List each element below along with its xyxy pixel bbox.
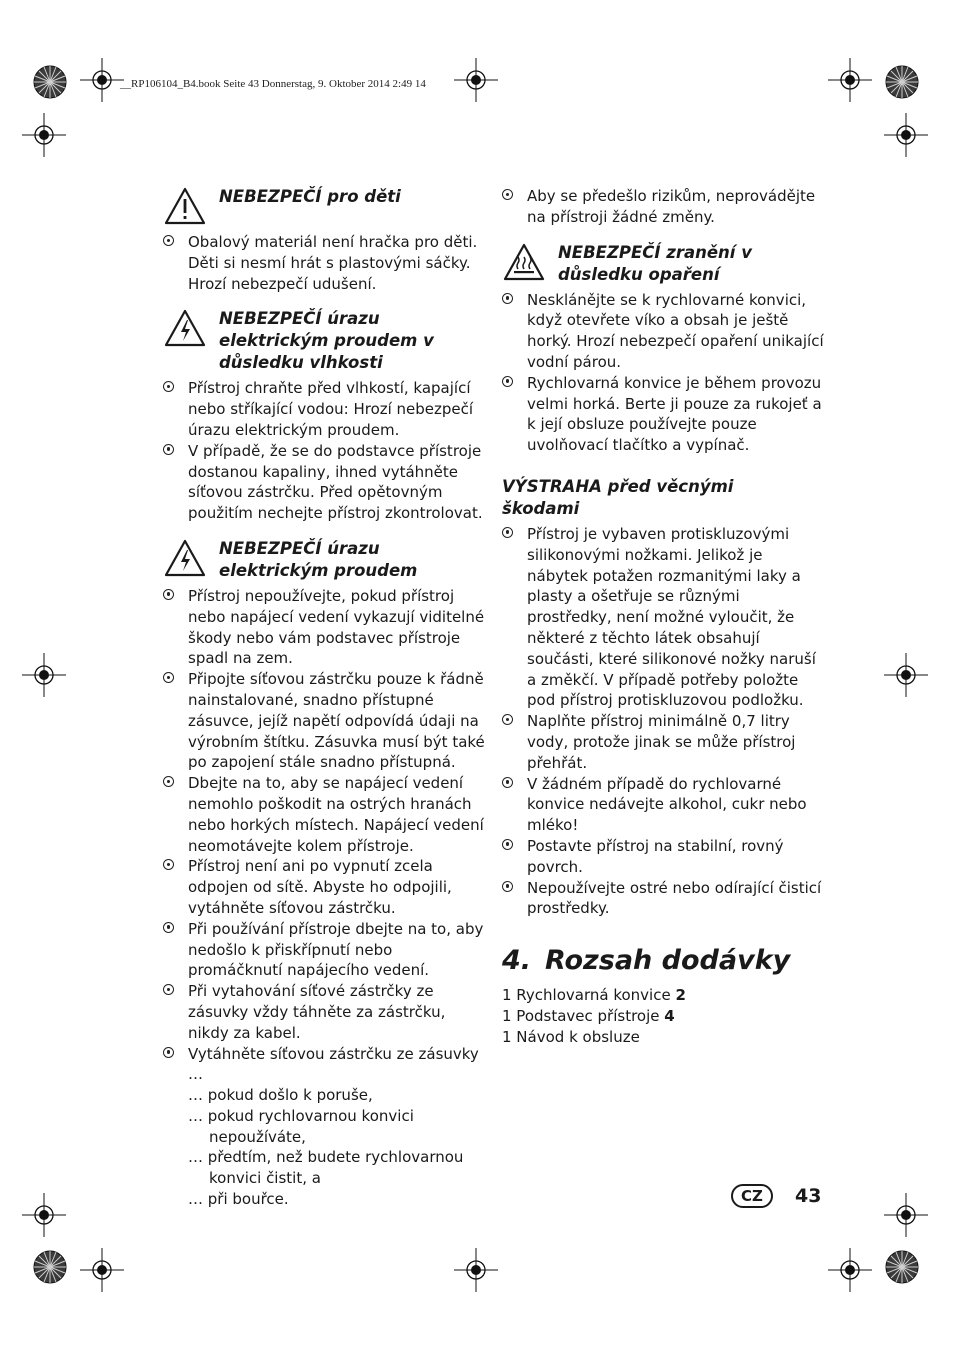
scope-line: 1 Návod k obsluze: [502, 1027, 640, 1046]
warning-title-line: NEBEZPEČÍ úrazu: [219, 309, 380, 329]
print-header: __RP106104_B4.book Seite 43 Donnerstag, 9. Oktober 2014 2:49 14: [120, 78, 426, 90]
circled-dot-icon: [163, 444, 174, 455]
page-footer: [731, 1184, 821, 1208]
list-item: Přístroj není ani po vypnutí zcela odpojen od sítě. Abyste ho odpojili, vytáhněte síťovou zástrčku.: [163, 856, 485, 918]
circled-dot-icon: [163, 859, 174, 870]
registration-mark-icon: [22, 1193, 66, 1237]
electric-shock-icon: [163, 308, 209, 350]
circled-dot-icon: [163, 381, 174, 392]
registration-mark-icon: [22, 653, 66, 697]
warning-title-line: důsledku vlhkosti: [219, 353, 383, 373]
sub-list-item: … při bouřce.: [188, 1190, 289, 1209]
list-item: Nesklánějte se k rychlovarné konvici, když otevřete víko a obsah je ještě horký. Hrozí nebezpečí opaření unikající vodní párou.: [502, 290, 824, 373]
circled-dot-icon: [163, 589, 174, 600]
language-badge: CZ: [731, 1184, 773, 1208]
circled-dot-icon: [502, 189, 513, 200]
warning-triangle-icon: [163, 186, 209, 228]
color-wheel-icon: [34, 1251, 66, 1283]
circled-dot-icon: [502, 839, 513, 850]
sub-list-item: … předtím, než budete rychlovarnou konvici čistit, a: [188, 1148, 464, 1188]
list-item: Přístroj je vybaven protiskluzovými silikonovými nožkami. Jelikož je nábytek potažen rozmanitými laky a plasty a ošetřuje se různými prostředky, není možné vyloučit, že některé z těchto látek obsahují součásti, které silikonové nožky naruší a změkčí. V případě potřeby položte pod přístroj protiskluzovou podložku.: [502, 524, 824, 711]
circled-dot-icon: [163, 776, 174, 787]
list-item: Dbejte na to, aby se napájecí vedení nemohlo poškodit na ostrých hranách nebo horkých místech. Napájecí vedení neomotávejte kolem přístroje.: [163, 773, 485, 856]
warning-electric: [163, 538, 485, 582]
list: [163, 232, 485, 294]
section-title: Rozsah dodávky: [545, 945, 791, 977]
circled-dot-icon: [502, 777, 513, 788]
warning-title: NEBEZPEČÍ pro děti: [219, 187, 401, 206]
circled-dot-icon: [502, 714, 513, 725]
registration-mark-icon: [884, 113, 928, 157]
list-item: Při používání přístroje dbejte na to, aby nedošlo k přiskřípnutí nebo promáčknutí napájecího vedení.: [163, 919, 485, 981]
list: [502, 290, 824, 456]
list-item: Připojte síťovou zástrčku pouze k řádně nainstalované, snadno přístupné zásuvce, jejíž napětí odpovídá údaji na výrobním štítku. Zásuvka musí být také po zapojení stále snadno přístupná.: [163, 669, 485, 773]
circled-dot-icon: [163, 922, 174, 933]
list-item: Rychlovarná konvice je během provozu velmi horká. Berte ji pouze za rukojeť a k její obsluze používejte pouze uvolňovací tlačítko a vypínač.: [502, 373, 824, 456]
list-item: Naplňte přístroj minimálně 0,7 litry vody, protože jinak se může přístroj přehřát.: [502, 711, 824, 773]
registration-mark-icon: [80, 1248, 124, 1292]
list: [163, 378, 485, 524]
color-wheel-icon: [886, 1251, 918, 1283]
electric-shock-icon: [163, 538, 209, 580]
list-item: Přístroj nepoužívejte, pokud přístroj nebo napájecí vedení vykazují viditelné škody nebo vám podstavec přístroje spadl na zem.: [163, 586, 485, 669]
warning-title-line: elektrickým proudem v: [219, 331, 434, 351]
list-item: Aby se předešlo rizikům, neprovádějte na přístroji žádné změny.: [502, 186, 824, 228]
circled-dot-icon: [163, 672, 174, 683]
list-item: Nepoužívejte ostré nebo odírající čisticí prostředky.: [502, 878, 824, 920]
circled-dot-icon: [163, 1047, 174, 1058]
list-item: Vytáhněte síťovou zástrčku ze zásuvky …: [163, 1044, 485, 1086]
part-ref: 4: [664, 1006, 675, 1025]
registration-mark-icon: [454, 1248, 498, 1292]
warning-scald: [502, 242, 824, 286]
list-item: Obalový materiál není hračka pro děti. Děti si nesmí hrát s plastovými sáčky. Hrozí nebezpečí udušení.: [163, 232, 485, 294]
list-item: Přístroj chraňte před vlhkostí, kapající nebo stříkající vodou: Hrozí nebezpečí úrazu elektrickým proudem.: [163, 378, 485, 440]
color-wheel-icon: [886, 66, 918, 98]
registration-mark-icon: [828, 58, 872, 102]
page-number: 43: [795, 1185, 822, 1207]
circled-dot-icon: [502, 881, 513, 892]
registration-mark-icon: [884, 1193, 928, 1237]
list-item: V žádném případě do rychlovarné konvice nedávejte alkohol, cukr nebo mléko!: [502, 774, 824, 836]
scope-line: 1 Rychlovarná konvice 2: [502, 986, 686, 1005]
sub-list-item: … pokud došlo k poruše,: [188, 1086, 373, 1105]
section-heading: [502, 945, 824, 977]
sub-list-item: … pokud rychlovarnou konvici nepoužíváte,: [188, 1106, 414, 1146]
color-wheel-icon: [34, 66, 66, 98]
warning-title-line: důsledku opaření: [558, 264, 720, 284]
circled-dot-icon: [502, 293, 513, 304]
registration-mark-icon: [22, 113, 66, 157]
warning-title-line: elektrickým proudem: [219, 560, 418, 580]
right-column: [502, 186, 824, 1048]
hot-surface-icon: [502, 242, 548, 284]
list-item: Při vytahování síťové zástrčky ze zásuvky vždy táhněte za zástrčku, nikdy za kabel.: [163, 981, 485, 1043]
warning-title-line: NEBEZPEČÍ úrazu: [219, 538, 380, 558]
list-item: V případě, že se do podstavce přístroje dostanou kapaliny, ihned vytáhněte síťovou zástrčku. Před opětovným použitím nechejte přístroj zkontrolovat.: [163, 441, 485, 524]
section-number: 4.: [502, 945, 532, 977]
list: [502, 186, 824, 228]
scope-line: 1 Podstavec přístroje 4: [502, 1006, 675, 1025]
warning-children: [163, 186, 485, 228]
circled-dot-icon: [502, 376, 513, 387]
registration-mark-icon: [454, 58, 498, 102]
registration-mark-icon: [80, 58, 124, 102]
warning-title-line: NEBEZPEČÍ zranění v: [558, 242, 752, 262]
circled-dot-icon: [163, 235, 174, 246]
circled-dot-icon: [502, 527, 513, 538]
circled-dot-icon: [163, 984, 174, 995]
warning-moisture: [163, 308, 485, 374]
part-ref: 2: [675, 986, 686, 1005]
registration-mark-icon: [884, 653, 928, 697]
warning-damage-title: VÝSTRAHA před věcnými škodami: [502, 476, 734, 518]
list: [502, 524, 824, 919]
sub-list: [163, 1085, 485, 1210]
list: [163, 586, 485, 1085]
list-item: Postavte přístroj na stabilní, rovný povrch.: [502, 836, 824, 878]
left-column: [163, 186, 485, 1210]
registration-mark-icon: [828, 1248, 872, 1292]
